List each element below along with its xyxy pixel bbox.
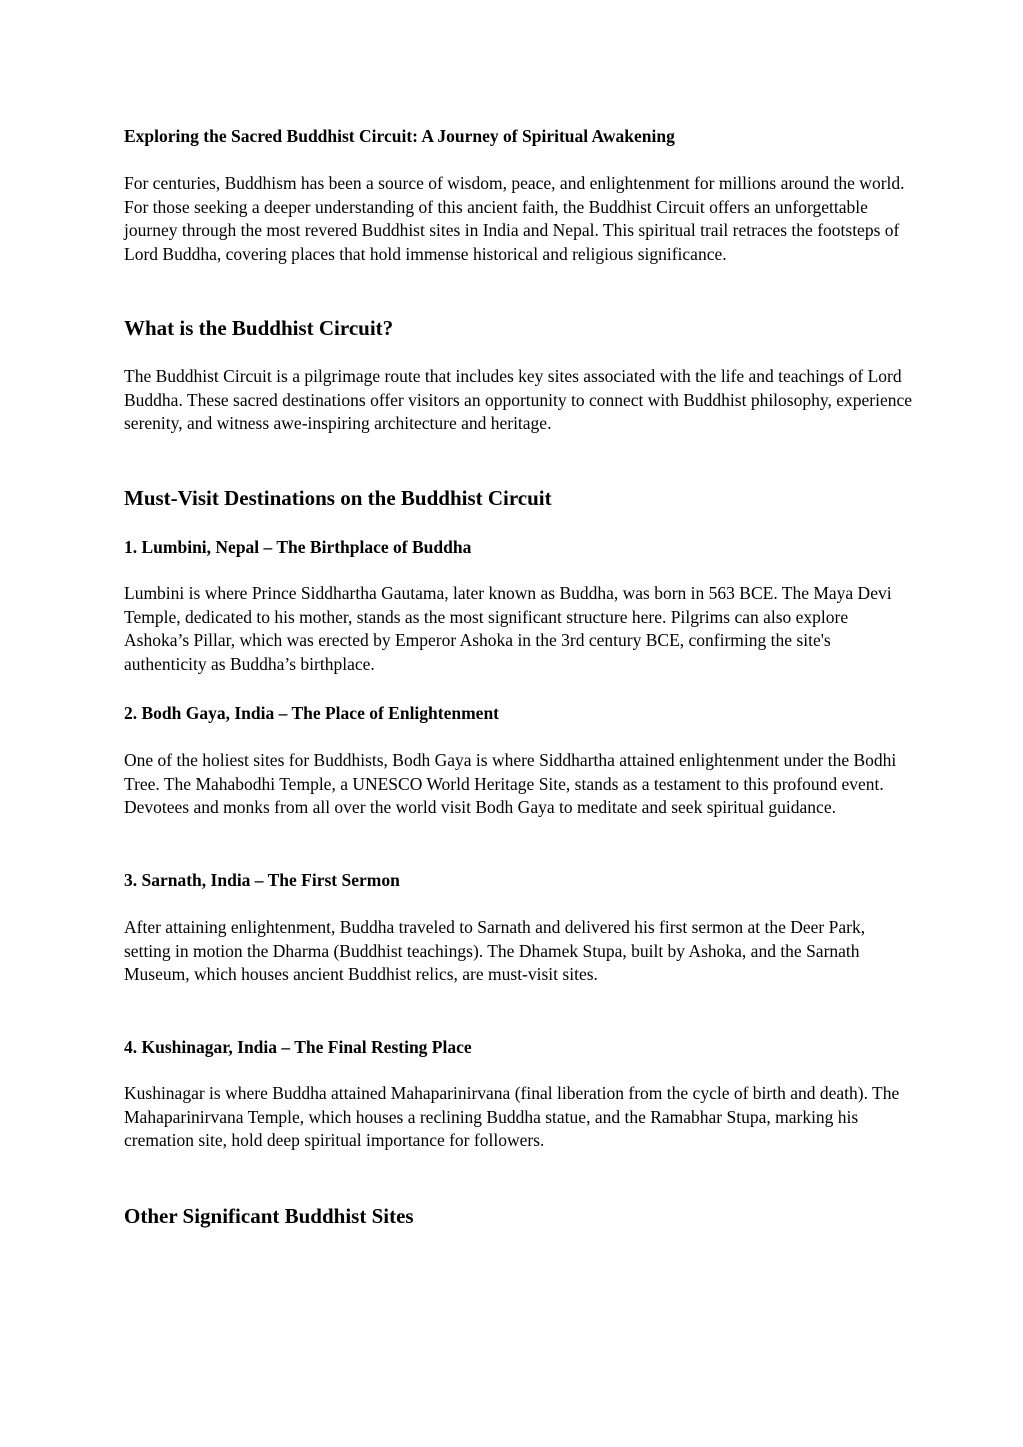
intro-paragraph: For centuries, Buddhism has been a source of wisdom, peace, and enlightenment for millions around the world. For those seeking a deeper understanding of this ancient faith, the Buddhist Circuit offers an unforgettable journey through the most revered Buddhist sites in India and Nepal. This spiritual trail retraces the footsteps of Lord Buddha, covering places that hold immense historical and religious significance. xyxy=(124,173,905,264)
section-heading-destinations: Must-Visit Destinations on the Buddhist Circuit xyxy=(124,486,552,510)
destination-heading-lumbini: 1. Lumbini, Nepal – The Birthplace of Buddha xyxy=(124,537,472,557)
destination-paragraph-kushinagar: Kushinagar is where Buddha attained Mahaparinirvana (final liberation from the cycle of birth and death). The Mahaparinirvana Temple, which houses a reclining Buddha statue, and the Ramabhar Stupa, marking his cremation site, hold deep spiritual importance for followers. xyxy=(124,1083,900,1151)
document-title: Exploring the Sacred Buddhist Circuit: A Journey of Spiritual Awakening xyxy=(124,126,675,146)
destination-heading-bodh-gaya: 2. Bodh Gaya, India – The Place of Enlightenment xyxy=(124,703,500,723)
destination-paragraph-lumbini: Lumbini is where Prince Siddhartha Gautama, later known as Buddha, was born in 563 BCE. The Maya Devi Temple, dedicated to his mother, stands as the most significant structure here. Pilgrims can also explore Ashoka’s Pillar, which was erected by Emperor Ashoka in the 3rd century BCE, confirming the site's authenticity as Buddha’s birthplace. xyxy=(124,583,892,674)
destination-paragraph-sarnath: After attaining enlightenment, Buddha traveled to Sarnath and delivered his first sermon at the Deer Park, setting in motion the Dharma (Buddhist teachings). The Dhamek Stupa, built by Ashoka, and the Sarnath Museum, which houses ancient Buddhist relics, are must-visit sites. xyxy=(124,917,866,985)
section-what-is-paragraph: The Buddhist Circuit is a pilgrimage route that includes key sites associated with the life and teachings of Lord Buddha. These sacred destinations offer visitors an opportunity to connect with Buddhist philosophy, experience serenity, and witness awe-inspiring architecture and heritage. xyxy=(124,366,912,434)
destination-heading-kushinagar: 4. Kushinagar, India – The Final Resting Place xyxy=(124,1037,472,1057)
section-heading-what-is: What is the Buddhist Circuit? xyxy=(124,316,394,340)
destination-paragraph-bodh-gaya: One of the holiest sites for Buddhists, Bodh Gaya is where Siddhartha attained enlightenment under the Bodhi Tree. The Mahabodhi Temple, a UNESCO World Heritage Site, stands as a testament to this profound event. Devotees and monks from all over the world visit Bodh Gaya to meditate and seek spiritual guidance. xyxy=(124,750,897,818)
section-heading-other-sites: Other Significant Buddhist Sites xyxy=(124,1204,414,1228)
destination-heading-sarnath: 3. Sarnath, India – The First Sermon xyxy=(124,870,400,890)
